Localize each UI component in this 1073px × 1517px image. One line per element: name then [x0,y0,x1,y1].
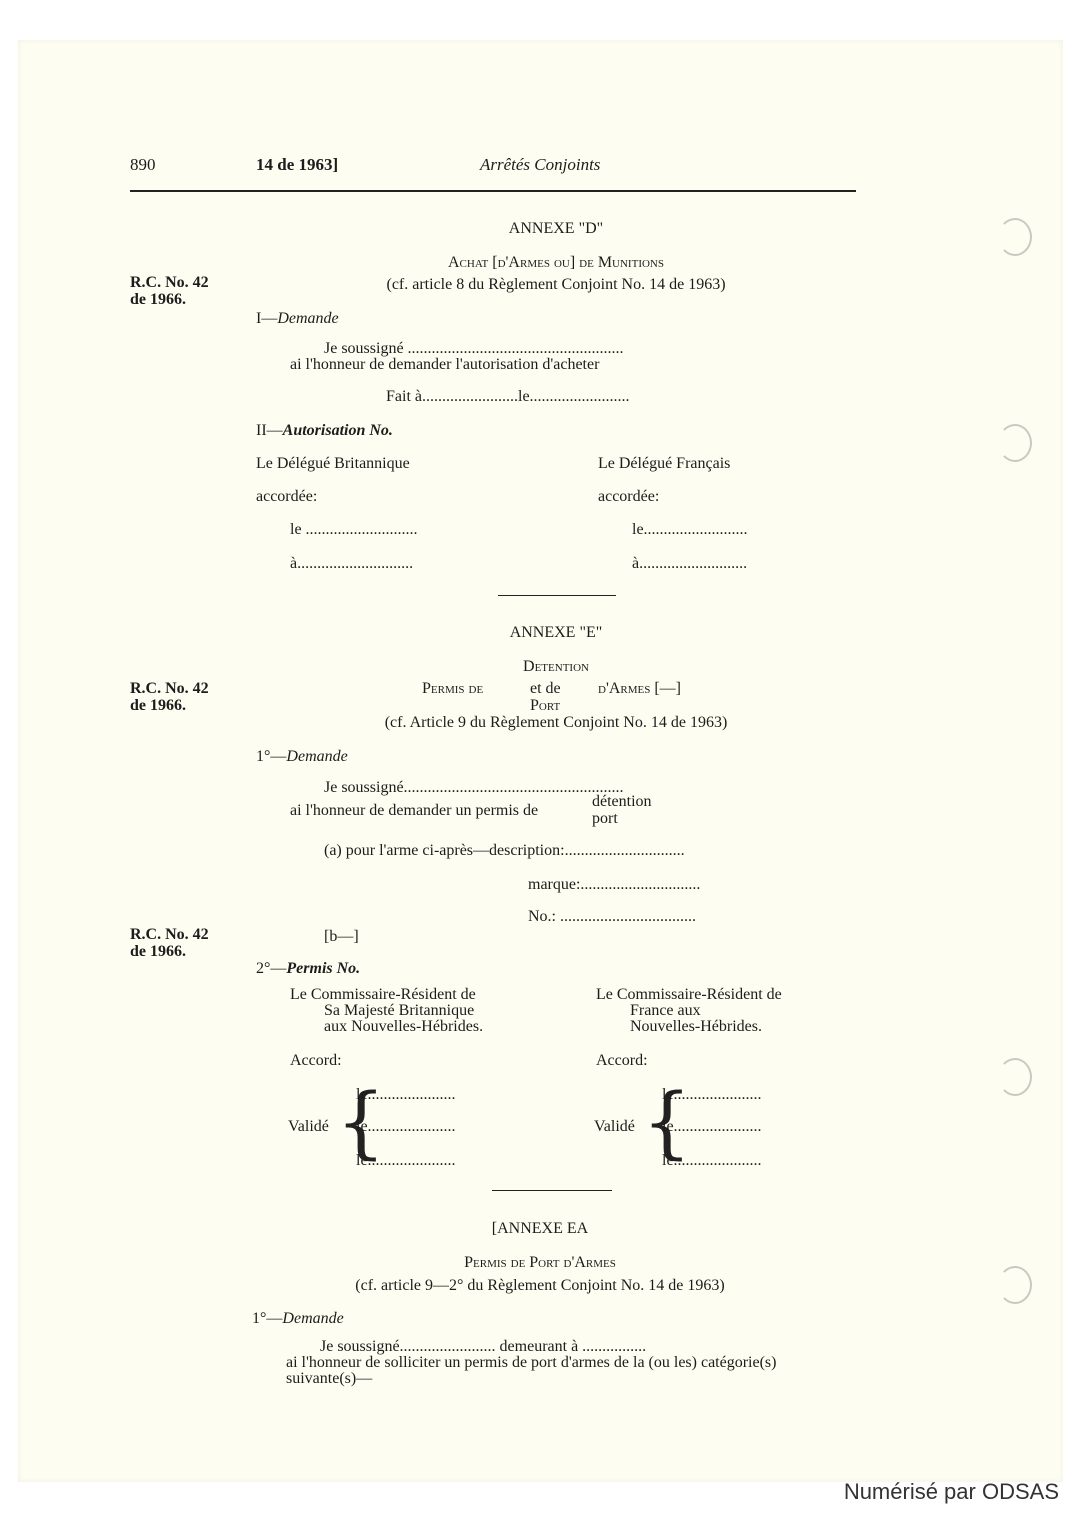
annex-e-title: ANNEXE "E" [509,624,603,641]
section-number: I— [256,310,278,327]
annex-d-title: ANNEXE "D" [508,220,604,237]
annex-e-margin-note-year: de 1966. [130,697,186,714]
annex-d-subtitle: Achat [d'Armes ou] de Munitions [448,254,664,271]
section-label: Demande [277,310,339,327]
annex-d-margin-note: R.C. No. 42 [130,274,209,291]
issue-label: 14 de 1963] [256,155,339,174]
annex-d-section-2 [256,422,393,440]
annex-e-item-a: (a) pour l'arme ci-après—description:.............................. [324,842,685,859]
annex-e-line-2: ai l'honneur de demander un permis de [290,802,539,819]
right-delegate: Le Délégué Français [598,455,731,472]
annex-e-line-1: Je soussigné....................................................... [324,779,624,796]
right-date-line: le.......................... [632,521,748,538]
left-accord: Accord: [290,1052,342,1069]
left-accord: accordée: [256,488,318,505]
digitization-stamp: Numérisé par ODSAS [843,1479,1059,1504]
annex-d-fait-line: Fait à........................le......................... [386,388,630,405]
annex-e-subtitle-armes: d'Armes [—] [598,680,681,697]
section-number: 2°— [256,960,287,977]
section-number: 1°— [252,1310,283,1327]
annex-ea-reference: (cf. article 9—2° du Règlement Conjoint No. 14 de 1963) [355,1277,725,1294]
binder-hole [998,1266,1032,1304]
annex-e-subtitle-permis: Permis de [422,680,484,697]
left-place-line: à............................. [290,555,414,572]
annex-e-marque: marque:.............................. [528,876,701,893]
section-label: Autorisation No. [282,422,393,439]
right-accord: Accord: [596,1052,648,1069]
annex-d-section-1 [256,310,339,328]
header-rule [130,190,856,192]
annex-d-line-1: Je soussigné ...................................................... [324,340,624,357]
right-brace: { [642,1078,692,1168]
right-commissioner-line-2: France aux [630,1002,701,1019]
right-place-line: à........................... [632,555,748,572]
section-label: Demande [282,1310,344,1327]
section-divider [492,1190,612,1191]
binder-hole [998,218,1032,256]
left-commissioner-line-3: aux Nouvelles-Hébrides. [324,1018,484,1035]
left-valide-line-3: le...................... [356,1152,456,1169]
annex-ea-title: [ANNEXE EA [491,1220,589,1237]
right-valide-label: Validé [594,1118,635,1135]
annex-e-item-b: [b—] [324,928,359,945]
document-page [18,40,1063,1482]
binder-hole [998,1058,1032,1096]
left-brace: { [336,1078,386,1168]
annex-d-margin-note-year: de 1966. [130,291,186,308]
section-number: II— [256,422,283,439]
annex-e-numero: No.: .................................. [528,908,696,925]
left-valide-line-2: le...................... [356,1118,456,1135]
left-date-line: le ............................ [290,521,418,538]
right-commissioner-line-1: Le Commissaire-Résident de [596,986,782,1003]
right-commissioner-line-3: Nouvelles-Hébrides. [630,1018,762,1035]
annex-ea-line-3: suivante(s)— [286,1370,373,1387]
right-valide-line-1: le...................... [662,1086,762,1103]
annex-e-subtitle-et-de: et de [530,680,561,697]
left-valide-line-1: le...................... [356,1086,456,1103]
section-label: Permis No. [286,960,361,977]
annex-ea-line-1: Je soussigné........................ demeurant à ................ [320,1338,647,1355]
annex-ea-section-1 [252,1310,344,1328]
running-title: Arrêtés Conjoints [480,155,601,174]
section-label: Demande [286,748,348,765]
annex-e-subtitle-detention: Detention [523,658,589,675]
annex-e-section-2 [256,960,360,978]
section-number: 1°— [256,748,287,765]
left-delegate: Le Délégué Britannique [256,455,410,472]
annex-e-line-2-top: détention [592,793,652,810]
annex-ea-line-2: ai l'honneur de solliciter un permis de port d'armes de la (ou les) catégorie(s) [286,1354,777,1371]
annex-d-line-2: ai l'honneur de demander l'autorisation d'acheter [290,356,600,373]
binder-hole [998,424,1032,462]
annex-e-reference: (cf. Article 9 du Règlement Conjoint No. 14 de 1963) [384,714,728,731]
right-valide-line-3: le...................... [662,1152,762,1169]
annex-e-subtitle-port: Port [530,697,561,714]
annex-e-line-2-bottom: port [592,810,618,827]
annex-e-margin-note-b: R.C. No. 42 [130,926,209,943]
annex-ea-subtitle: Permis de Port d'Armes [464,1254,616,1271]
right-valide-line-2: le...................... [662,1118,762,1135]
annex-d-reference: (cf. article 8 du Règlement Conjoint No. 14 de 1963) [386,276,726,293]
annex-e-margin-note: R.C. No. 42 [130,680,209,697]
left-valide-label: Validé [288,1118,329,1135]
left-commissioner-line-2: Sa Majesté Britannique [324,1002,475,1019]
right-accord: accordée: [598,488,660,505]
annex-e-section-1 [256,748,348,766]
annex-e-margin-note-b-year: de 1966. [130,943,186,960]
section-divider [498,595,616,596]
left-commissioner-line-1: Le Commissaire-Résident de [290,986,476,1003]
page-number: 890 [130,155,156,174]
